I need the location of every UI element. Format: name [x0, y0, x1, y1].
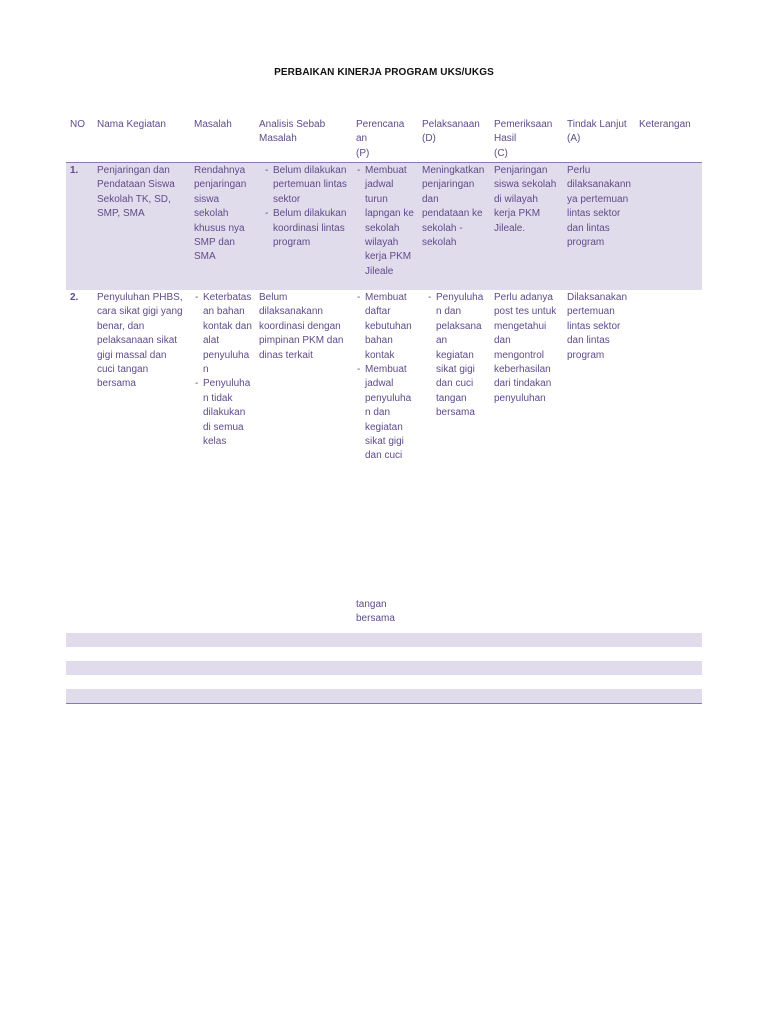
list-item: - Belum dilakukan pertemuan lintas sektor — [259, 164, 349, 207]
header-tindak-code: (A) — [567, 133, 581, 145]
empty-row — [66, 633, 702, 647]
list-item: - Membuat jadwal penyuluhan dan kegiatan sikat gigi dan cuci — [356, 363, 415, 464]
cell-perencanaan — [352, 163, 418, 291]
cell-pemeriksaan: Penjaringan siswa sekolah di wilayah kerja PKM Jileale. — [490, 163, 563, 291]
cell-masalah: Rendahnya penjaringan siswa sekolah khusus nya SMP dan SMA — [190, 163, 255, 291]
header-row — [66, 116, 702, 163]
cell-nama-kegiatan: Penyuluhan PHBS, cara sikat gigi yang benar, dan pelaksanaan sikat gigi massal dan cuci tangan bersama — [93, 290, 190, 633]
cell-tindak-lanjut: Dilaksanakan pertemuan lintas sektor dan lintas program — [563, 290, 635, 633]
list-item: - Belum dilakukan koordinasi lintas program — [259, 207, 349, 250]
header-pelaksanaan-label: Pelaksanaan — [422, 119, 480, 130]
header-masalah: Masalah — [190, 116, 255, 163]
header-pelaksanaan-code: (D) — [422, 133, 436, 145]
row-number: 1. — [66, 163, 93, 291]
empty-row — [66, 661, 702, 675]
header-pemeriksaan — [490, 116, 563, 163]
row-number: 2. — [66, 290, 93, 633]
list-item: - Penyuluhan dan pelaksanaan kegiatan sikat gigi dan cuci tangan bersama — [422, 291, 487, 421]
header-keterangan: Keterangan — [635, 116, 702, 163]
document-title: PERBAIKAN KINERJA PROGRAM UKS/UKGS — [274, 67, 494, 78]
header-analisis: Analisis Sebab Masalah — [255, 116, 352, 163]
list-item: - Penyuluhan tidak dilakukan di semua kelas — [194, 377, 252, 449]
empty-row — [66, 647, 702, 661]
cell-pelaksanaan: Meningkatkan penjaringan dan pendataan ke sekolah - sekolah — [418, 163, 490, 291]
cell-perencanaan — [352, 290, 418, 633]
program-table — [66, 116, 702, 704]
table-row — [66, 290, 702, 633]
header-perencanaan-label: Perencana an — [356, 119, 405, 145]
header-tindak-label: Tindak Lanjut — [567, 119, 627, 130]
cell-pemeriksaan: Perlu adanya post tes untuk mengetahui dan mengontrol keberhasilan dari tindakan penyuluhan — [490, 290, 563, 633]
cell-masalah — [190, 290, 255, 633]
cell-keterangan — [635, 290, 702, 633]
header-no: NO — [66, 116, 93, 163]
cell-analisis: Belum dilaksanakann koordinasi dengan pimpinan PKM dan dinas terkait — [255, 290, 352, 633]
table-row — [66, 163, 702, 291]
header-pemeriksaan-code: (C) — [494, 147, 508, 159]
cell-pelaksanaan — [418, 290, 490, 633]
header-perencanaan — [352, 116, 418, 163]
header-pemeriksaan-label: Pemeriksaan Hasil — [494, 119, 553, 145]
empty-row — [66, 675, 702, 689]
list-item: - Membuat jadwal turun lapngan ke sekolah wilayah kerja PKM Jileale — [356, 164, 415, 279]
header-tindak-lanjut — [563, 116, 635, 163]
list-item: - Membuat daftar kebutuhan bahan kontak — [356, 291, 415, 363]
empty-row — [66, 689, 702, 704]
header-perencanaan-code: (P) — [356, 147, 370, 159]
cell-analisis — [255, 163, 352, 291]
cell-tindak-lanjut: Perlu dilaksanakannya pertemuan lintas sektor dan lintas program — [563, 163, 635, 291]
list-item: - Keterbatasan bahan kontak dan alat penyuluhan — [194, 291, 252, 377]
header-nama-kegiatan: Nama Kegiatan — [93, 116, 190, 163]
perencanaan-continuation: tangan bersama — [356, 598, 395, 625]
cell-keterangan — [635, 163, 702, 291]
cell-nama-kegiatan: Penjaringan dan Pendataan Siswa Sekolah TK, SD, SMP, SMA — [93, 163, 190, 291]
header-pelaksanaan — [418, 116, 490, 163]
